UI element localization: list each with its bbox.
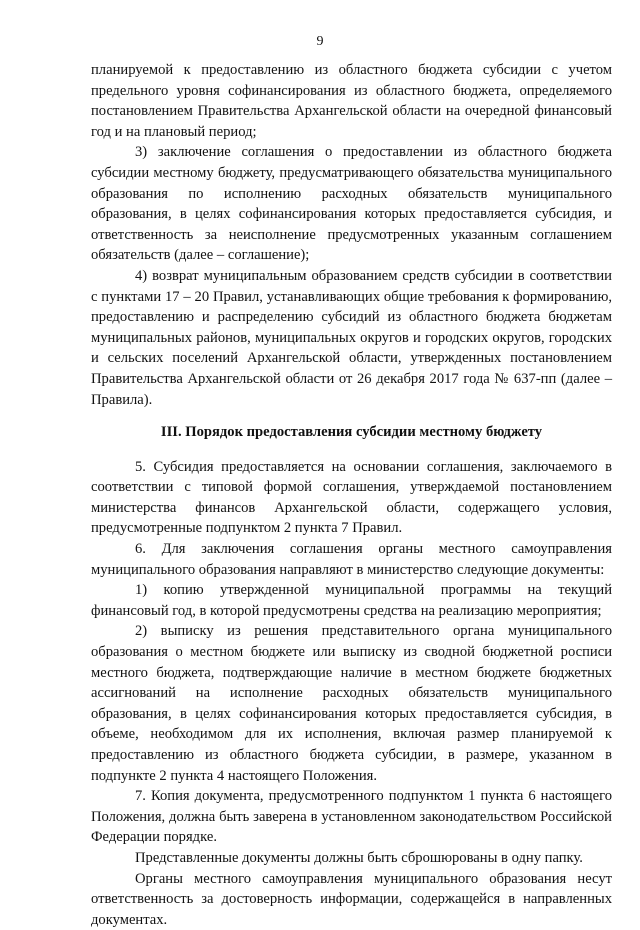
document-body [91, 60, 612, 930]
paragraph: 7. Копия документа, предусмотренного подпунктом 1 пункта 6 настоящего Положения, должна быть заверена в установленном законодательством Российской Федерации порядке. [91, 788, 612, 846]
paragraph: 6. Для заключения соглашения органы местного самоуправления муниципального образования направляют в министерство следующие документы: [91, 541, 612, 578]
paragraph: Органы местного самоуправления муниципального образования несут ответственность за достоверность информации, содержащейся в направленных документах. [91, 870, 612, 928]
paragraph: 3) заключение соглашения о предоставлении из областного бюджета субсидии местному бюджету, предусматривающего обязательства муниципального образования по исполнению расходных обязательств муниципального образования, в целях софинансирования которых предоставляется субсидия, и ответственность за неисполнение предусмотренных указанным соглашением обязательств (далее – соглашение); [91, 144, 612, 264]
paragraph: 1) копию утвержденной муниципальной программы на текущий финансовый год, в которой предусмотрены средства на реализацию мероприятия; [91, 582, 612, 619]
paragraph: 2) выписку из решения представительного органа муниципального образования о местном бюджете или выписку из сводной бюджетной росписи местного бюджета, подтверждающие наличие в местном бюджете бюджетных ассигнований на исполнение расходных обязательств муниципального образования, в целях софинансирования которых предоставляется субсидия, в объеме, необходимом для их исполнения, включая размер планируемой к предоставлению из областного бюджета субсидии, в размере, указанном в подпункте 2 пункта 4 настоящего Положения. [91, 623, 612, 784]
paragraph: 5. Субсидия предоставляется на основании соглашения, заключаемого в соответствии с типовой формой соглашения, утверждаемой постановлением министерства финансов Архангельской области, содержащего условия, предусмотренные подпунктом 2 пункта 7 Правил. [91, 458, 612, 537]
paragraph: Представленные документы должны быть сброшюрованы в одну папку. [135, 849, 583, 866]
paragraph: 4) возврат муниципальным образованием средств субсидии в соответствии с пунктами 17 – 20 Правил, устанавливающих общие требования к формированию, предоставлению и распределению субсидий из областного бюджета бюджетам муниципальных районов, муниципальных округов и городских округов, городских и сельских поселений Архангельской области, утвержденных постановлением Правительства Архангельской области от 26 декабря 2017 года № 637-пп (далее – Правила). [91, 267, 612, 408]
section-heading: III. Порядок предоставления субсидии местному бюджету [160, 424, 543, 441]
page-number: 9 [316, 34, 324, 49]
paragraph: планируемой к предоставлению из областного бюджета субсидии с учетом предельного уровня софинансирования из областного бюджета, определяемого постановлением Правительства Архангельской области на очередной финансовый год и на плановый период; [91, 62, 612, 140]
